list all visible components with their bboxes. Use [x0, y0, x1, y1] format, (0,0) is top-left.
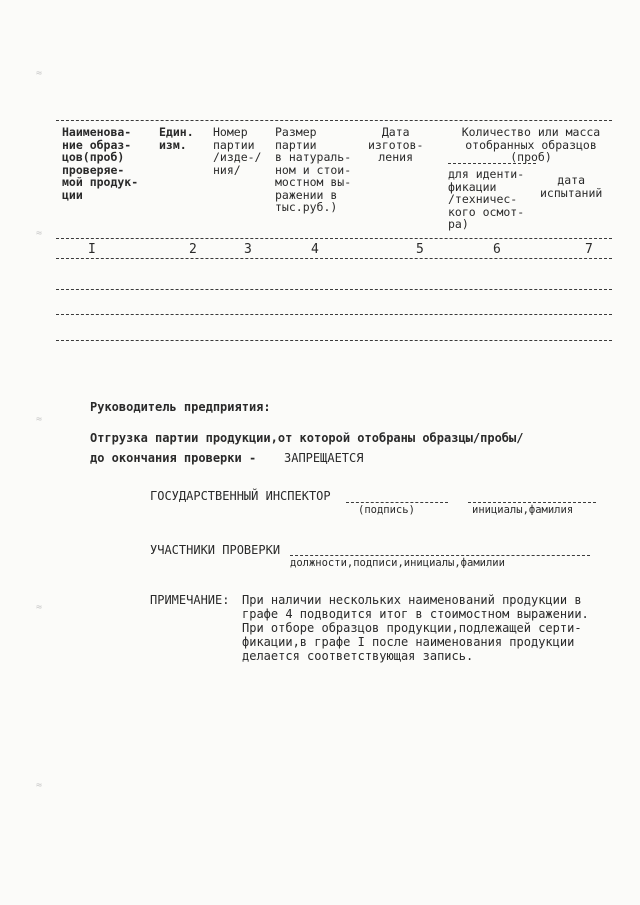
table-row-rule — [56, 340, 612, 341]
table-top-rule — [56, 120, 612, 121]
header-batch-number: Номер партии /изде-/ ния/ — [213, 125, 262, 177]
header-identification: для иденти- фикации /техничес- кого осмот- ра) — [448, 167, 525, 231]
note-label: ПРИМЕЧАНИЕ: — [150, 593, 230, 607]
column-number-6: 6 — [493, 242, 501, 257]
column-number-5: 5 — [416, 242, 424, 257]
header-batch-size: Размер партии в натураль- ном и стои- мостном вы- ражении в тыс.руб.) — [275, 125, 352, 214]
director-label: Руководитель предприятия: — [90, 400, 271, 414]
header-quantity-group: Количество или масса отобранных образцов (проб) — [461, 125, 601, 164]
column-number-1: I — [88, 242, 96, 257]
column-number-7: 7 — [585, 242, 593, 257]
header-unit: Един. изм. — [159, 125, 194, 152]
inspector-name-line — [468, 490, 596, 503]
table-row-rule — [56, 289, 612, 290]
shipment-line-2: до окончания проверки - — [90, 451, 257, 465]
margin-mark: ≈ — [36, 780, 43, 791]
table-row-rule — [56, 314, 612, 315]
note-line-2: графе 4 подводится итог в стоимостном выражении. — [242, 607, 589, 621]
participants-line — [290, 545, 590, 556]
margin-mark: ≈ — [36, 68, 43, 79]
note-line-5: делается соответствующая запись. — [242, 649, 474, 663]
inspector-name-caption: инициалы,фамилия — [472, 504, 574, 516]
inspector-label: ГОСУДАРСТВЕННЫЙ ИНСПЕКТОР — [150, 489, 331, 503]
column-number-2: 2 — [189, 242, 197, 257]
note-line-3: При отборе образцов продукции,подлежащей серти- — [242, 621, 582, 635]
participants-label: УЧАСТНИКИ ПРОВЕРКИ — [150, 543, 281, 557]
margin-mark: ≈ — [36, 228, 43, 239]
header-manufacture-date: Дата изготов- ления — [368, 125, 424, 164]
inspector-signature-caption: (подпись) — [358, 504, 415, 516]
column-number-4: 4 — [311, 242, 319, 257]
margin-mark: ≈ — [36, 414, 43, 425]
note-text — [242, 593, 589, 663]
note-line-1: При наличии нескольких наименований продукции в — [242, 593, 582, 607]
participants-caption: должности,подписи,инициалы,фамилии — [290, 557, 505, 569]
group-rule — [448, 163, 536, 164]
table-row-rule — [56, 258, 612, 259]
header-bottom-rule — [56, 238, 612, 239]
inspector-signature-line — [346, 490, 448, 503]
margin-mark: ≈ — [36, 602, 43, 613]
header-test-date: дата испытаний — [540, 173, 603, 200]
note-line-4: фикации,в графе I после наименования продукции — [242, 635, 575, 649]
shipment-status: ЗАПРЕЩАЕТСЯ — [284, 451, 364, 465]
header-product-name: Наименова- ние образ- цов(проб) проверяе- мой продук- ции — [62, 125, 139, 202]
shipment-line-1: Отгрузка партии продукции,от которой отобраны образцы/пробы/ — [90, 431, 524, 445]
column-number-3: 3 — [244, 242, 252, 257]
